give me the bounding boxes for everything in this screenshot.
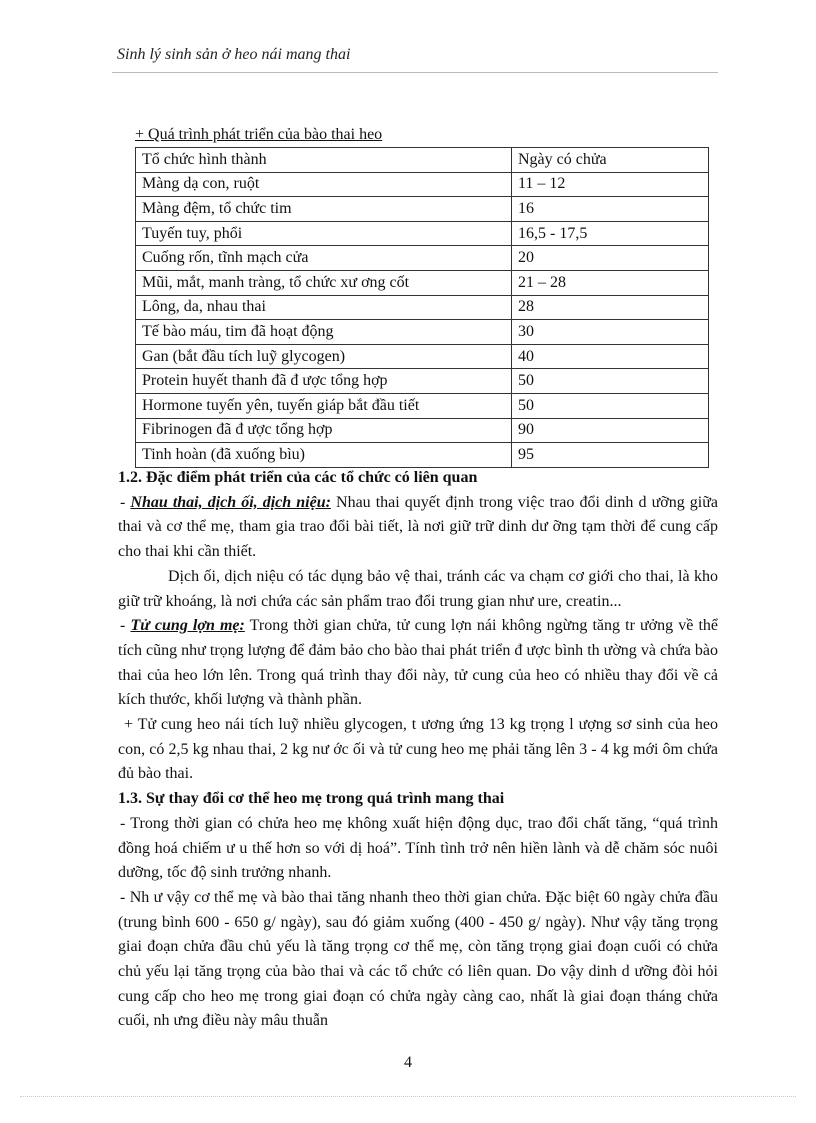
gestation-day-cell: 16: [512, 197, 709, 222]
running-header: Sinh lý sinh sản ở heo nái mang thai: [117, 46, 351, 63]
gestation-day-cell: 30: [512, 320, 709, 345]
table-header-cell: Tổ chức hình thành: [136, 148, 512, 173]
paragraph: + Tử cung heo nái tích luỹ nhiều glycogen, t ương ứng 13 kg trọng l ượng sơ sinh của heo con, có 2,5 kg nhau thai, 2 kg nư ớc ối và tử cung heo mẹ phải tăng lên 3 - 4 kg mới ôm chứa đủ bào thai.: [118, 716, 718, 783]
table-row: [136, 320, 709, 345]
section-heading-1-2: 1.2. Đặc điểm phát triển của các tổ chức có liên quan: [118, 469, 478, 486]
paragraph: - Trong thời gian có chửa heo mẹ không xuất hiện động dục, trao đổi chất tăng, “quá trình đồng hoá chiếm ư u thế hơn so với dị hoá”. Tính tình trở nên hiền lành và dễ chăm sóc nuôi dưỡng, tốc độ sinh trưởng nhanh.: [118, 814, 718, 882]
header-divider: [112, 72, 718, 73]
tissue-cell: Tinh hoàn (đã xuống bìu): [136, 443, 512, 468]
table-header-row: [136, 148, 709, 173]
table-row: [136, 172, 709, 197]
table-row: [136, 295, 709, 320]
gestation-day-cell: 16,5 - 17,5: [512, 221, 709, 246]
gestation-day-cell: 20: [512, 246, 709, 271]
emphasized-term: Tử cung lợn mẹ:: [130, 617, 245, 635]
gestation-day-cell: 28: [512, 295, 709, 320]
fetal-development-table: [135, 147, 709, 468]
tissue-cell: Fibrinogen đã đ ược tổng hợp: [136, 418, 512, 443]
table-row: [136, 197, 709, 222]
tissue-cell: Màng dạ con, ruột: [136, 172, 512, 197]
gestation-day-cell: 95: [512, 443, 709, 468]
table-row: [136, 443, 709, 468]
tissue-cell: Lông, da, nhau thai: [136, 295, 512, 320]
paragraph: Dịch ối, dịch niệu có tác dụng bảo vệ thai, tránh các va chạm cơ giới cho thai, là kho giữ trữ khoáng, là nơi chứa các sản phẩm trao đổi trung gian như ure, creatin...: [118, 567, 718, 610]
paragraph-text: Nhau thai quyết định trong việc trao đổi dinh d ưỡng giữa thai và cơ thể mẹ, tham gia trao đổi bài tiết, là nơi giữ trữ dinh dư ỡng tạm thời để cung cấp cho thai khi cần thiết.: [118, 493, 719, 561]
table-row: [136, 418, 709, 443]
gestation-day-cell: 90: [512, 418, 709, 443]
table-row: [136, 221, 709, 246]
paragraph-text: Trong thời gian chửa, tử cung lợn nái không ngừng tăng tr ưởng về thể tích cũng như trọng lượng để đảm bảo cho bào thai phát triển đ ược bình th ường và chứa bào thai của heo lớn lên. Trong quá trình thay đổi này, tử cung của heo có nhiều thay đổi về cả kích thước, khối lượng và thành phần.: [118, 617, 719, 709]
tissue-cell: Hormone tuyến yên, tuyến giáp bắt đầu tiết: [136, 393, 512, 418]
table-row: [136, 369, 709, 394]
tissue-cell: Màng đệm, tổ chức tim: [136, 197, 512, 222]
tissue-cell: Tuyến tuy, phổi: [136, 221, 512, 246]
section-heading-1-3: 1.3. Sự thay đổi cơ thể heo mẹ trong quá trình mang thai: [118, 790, 505, 808]
gestation-day-cell: 11 – 12: [512, 172, 709, 197]
tissue-cell: Tế bào máu, tim đã hoạt động: [136, 320, 512, 345]
gestation-day-cell: 50: [512, 393, 709, 418]
paragraph: [118, 491, 718, 565]
gestation-day-cell: 50: [512, 369, 709, 394]
table-row: [136, 246, 709, 271]
paragraph-lead: -: [120, 493, 131, 511]
table-row: [136, 393, 709, 418]
paragraph-lead: -: [120, 617, 131, 635]
page-bottom-divider: [20, 1096, 796, 1097]
tissue-cell: Gan (bắt đầu tích luỹ glycogen): [136, 344, 512, 369]
tissue-cell: Mũi, mắt, manh tràng, tổ chức xư ơng cốt: [136, 270, 512, 295]
table-header-cell: Ngày có chửa: [512, 148, 709, 173]
table-caption: + Quá trình phát triển của bào thai heo: [135, 126, 383, 143]
tissue-cell: Protein huyết thanh đã đ ược tổng hợp: [136, 369, 512, 394]
paragraph: - Nh ư vậy cơ thể mẹ và bào thai tăng nhanh theo thời gian chửa. Đặc biệt 60 ngày chửa đầu (trung bình 600 - 650 g/ ngày), sau đó giảm xuống (400 - 450 g/ ngày). Như vậy tăng trọng giai đoạn chửa đầu chủ yếu là tăng trọng cơ thể mẹ, còn tăng trọng giai đoạn cuối có chửa chủ yếu lại tăng trọng của bào thai và các tổ chức có liên quan. Do vậy dinh d ưỡng đòi hỏi cung cấp cho heo mẹ trong giai đoạn có chửa ngày càng cao, nhất là giai đoạn tháng chửa cuối, nh ưng điều này mâu thuẫn: [118, 888, 718, 1030]
page-number: 4: [404, 1054, 412, 1071]
table-row: [136, 270, 709, 295]
paragraph: [118, 614, 718, 713]
gestation-day-cell: 21 – 28: [512, 270, 709, 295]
table-row: [136, 344, 709, 369]
emphasized-term: Nhau thai, dịch ối, dịch niệu:: [130, 493, 331, 511]
tissue-cell: Cuống rốn, tĩnh mạch cửa: [136, 246, 512, 271]
document-body: [118, 466, 718, 1034]
gestation-day-cell: 40: [512, 344, 709, 369]
